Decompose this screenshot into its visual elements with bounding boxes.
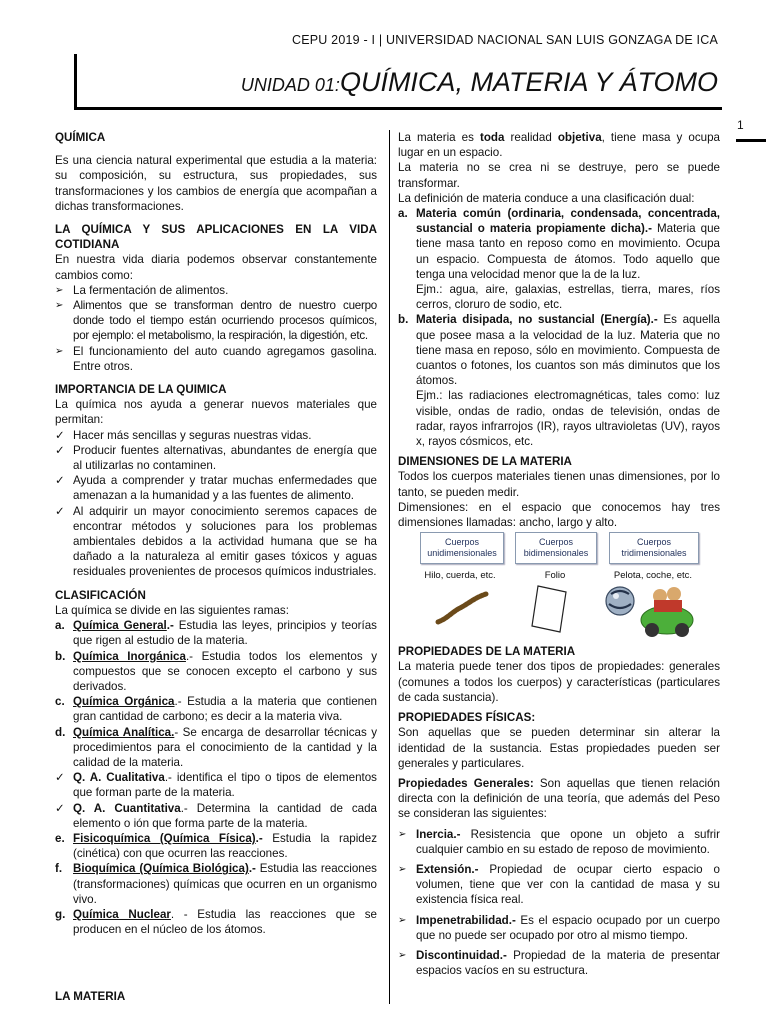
arrow-bullet-icon: ➢: [55, 284, 64, 296]
heading-propiedades: PROPIEDADES DE LA MATERIA: [398, 645, 576, 659]
dim-caption-bi: Folio: [544, 570, 566, 582]
check-icon: ✓: [55, 443, 65, 457]
dim-box-tri: Cuerpos tridimensionales: [609, 532, 699, 564]
check-icon: ✓: [55, 801, 65, 815]
list-item: ➢ Inercia.- Resistencia que opone un objeto a sufrir cualquier cambio en su estado de reposo de movimiento.: [398, 827, 720, 856]
heading-aplicaciones: LA QUÍMICA Y SUS APLICACIONES EN LA VIDA COTIDIANA: [55, 223, 377, 252]
paragraph-materia-def: La materia es toda realidad objetiva, tiene masa y ocupa lugar en un espacio.: [398, 131, 720, 160]
list-item: b. Química Inorgánica.- Estudia todos los elementos y compuestos que se conocen excepto el carbono y sus derivados.: [55, 649, 377, 693]
heading-propiedades-fisicas: PROPIEDADES FÍSICAS:: [398, 711, 536, 725]
list-item: f. Bioquímica (Química Biológica).- Estudia las reacciones (transformaciones) químicas que ocurren en un organismo vivo.: [55, 862, 377, 906]
right-column: [398, 130, 720, 978]
list-item: ✓ Q. A. Cuantitativa.- Determina la cantidad de cada elemento o ión que forma parte de la materia.: [55, 801, 378, 830]
list-item: ➢ Alimentos que se transforman dentro de nuestro cuerpo donde todo el tiempo están ocurriendo procesos químicos, por ejemplo: el metabolismo, la respiración, la digestión, etc.: [55, 299, 377, 343]
header-rule: [76, 107, 722, 110]
paragraph-materia-conservacion: La materia no se crea ni se destruye, pero se puede transformar.: [398, 161, 720, 190]
paragraph-propiedades: La materia puede tener dos tipos de propiedades: generales (comunes a todos los cuerpos) y características (particulares de cada sustancia).: [398, 660, 720, 704]
list-item: ✓ Al adquirir un mayor conocimiento seremos capaces de encontrar métodos y soluciones para los problemas ambientales debidos a la actividad humana que se ha dañado a la naturaleza al emitir gases tóxicos y aguas residuales provenientes de procesos químicos industriales.: [55, 504, 377, 579]
list-item: d. Química Analítica.- Se encarga de desarrollar técnicas y procedimientos para el conocimiento de la cantidad y la calidad de la materia.: [55, 725, 377, 769]
arrow-bullet-icon: ➢: [398, 949, 407, 961]
paragraph-propiedades-fisicas: Son aquellas que se pueden determinar sin alterar la identidad de la sustancia. Estas propiedades pueden ser generales y particulares.: [398, 726, 720, 770]
heading-la-materia: LA MATERIA: [55, 990, 126, 1003]
heading-clasificacion: CLASIFICACIÓN: [55, 588, 146, 602]
paper-sheet-icon: [528, 582, 572, 636]
heading-quimica: QUÍMICA: [55, 131, 106, 144]
dim-box-bi: Cuerpos bidimensionales: [515, 532, 597, 564]
paragraph-dimensiones-1: Todos los cuerpos materiales tienen unas dimensiones, por lo tanto, se pueden medir.: [398, 470, 720, 499]
check-icon: ✓: [55, 771, 65, 785]
title-main: QUÍMICA, MATERIA Y ÁTOMO: [339, 67, 718, 97]
paragraph-propiedades-generales: Propiedades Generales: Son aquellas que tienen relación directa con la definición de una teoría, que además del Peso se consideran las siguientes:: [398, 776, 720, 821]
arrow-bullet-icon: ➢: [55, 300, 64, 312]
title-unit: UNIDAD 01:: [240, 75, 340, 95]
heading-dimensiones: DIMENSIONES DE LA MATERIA: [398, 455, 572, 469]
car-icon: [638, 580, 696, 642]
column-separator: [389, 130, 390, 1004]
ball-icon: [603, 584, 637, 618]
arrow-bullet-icon: ➢: [398, 863, 407, 875]
dim-box-uni: Cuerpos unidimensionales: [420, 532, 504, 564]
paragraph-importancia-intro: La química nos ayuda a generar nuevos materiales que permitan:: [55, 398, 377, 427]
page-number-dash: [736, 139, 766, 142]
list-item: ➢ Discontinuidad.- Propiedad de la materia de presentar espacios vacíos en su estructura.: [398, 948, 720, 978]
dim-caption-tri: Pelota, coche, etc.: [613, 570, 693, 582]
rope-icon: [434, 588, 494, 628]
dim-caption-uni: Hilo, cuerda, etc.: [424, 570, 496, 582]
paragraph-clasificacion-intro: La química se divide en las siguientes ramas:: [55, 603, 289, 617]
list-item: b. Materia disipada, no sustancial (Energía).- Es aquella que posee masa a la velocidad de la luz. Materia que no tiene masa en reposo, sólo en movimiento. Compuesta de cuantos o fotones, los cuantos son más diminutos que los átomos. Ejm.: las radiaciones electromagnéticas, tales como: luz visible, ondas de radio, ondas de televisión, ondas de radar, rayos infrarrojos (IR), rayos ultravioletas (UV), rayos x, rayos cósmicos, etc.: [398, 313, 720, 449]
list-item: c. Química Orgánica.- Estudia a la materia que contienen gran cantidad de carbono; es decir a la materia viva.: [55, 695, 377, 724]
check-icon: ✓: [55, 474, 65, 488]
list-item: ✓ Q. A. Cualitativa.- identifica el tipo o tipos de elementos que forman parte de la materia.: [55, 771, 377, 800]
list-item: ✓ Ayuda a comprender y tratar muchas enfermedades que amenazan a la humanidad y a las fuentes de alimento.: [55, 474, 377, 503]
list-item: ✓ Hacer más sencillas y seguras nuestras vidas.: [55, 428, 312, 442]
list-item: a. Materia común (ordinaria, condensada, concentrada, sustancial o materia propiamente dicha).- Materia que tiene masa tanto en reposo como en movimiento. Ocupa un espacio. Compuesta de átomos. Todo aquello que tenga una velocidad menor que la de la luz. Ejm.: agua, aire, galaxias, estrellas, tierra, mares, ríos cerros, cloruro de sodio, etc.: [398, 207, 720, 312]
check-icon: ✓: [55, 428, 65, 442]
paragraph-aplicaciones-intro: En nuestra vida diaria podemos observar constantemente cambios como:: [55, 253, 377, 282]
arrow-bullet-icon: ➢: [398, 828, 407, 840]
page-title: [241, 67, 718, 98]
paragraph-materia-clasificacion: La definición de materia conduce a una clasificación dual:: [398, 191, 695, 205]
dimensions-figure: [398, 532, 720, 644]
list-item: ➢ El funcionamiento del auto cuando agregamos gasolina. Entre otros.: [55, 344, 377, 373]
list-item: ✓ Producir fuentes alternativas, abundantes de energía que al utilizarlas no contaminen.: [55, 443, 377, 473]
list-item: g. Química Nuclear. - Estudia las reacciones que se producen en el núcleo de los átomos.: [55, 907, 377, 937]
page-number: 1: [737, 118, 744, 132]
paragraph-quimica-def: Es una ciencia natural experimental que estudia a la materia: su composición, su estructura, sus propiedades, sus transformaciones y los cambios de energía que acompañan a dichas transformaciones.: [55, 154, 377, 213]
arrow-bullet-icon: ➢: [55, 345, 64, 357]
paragraph-dimensiones-2: Dimensiones: en el espacio que conocemos hay tres dimensiones llamadas: ancho, largo y alto.: [398, 500, 720, 530]
arrow-bullet-icon: ➢: [398, 914, 407, 926]
check-icon: ✓: [55, 504, 65, 518]
left-column: [55, 130, 377, 937]
header-vertical-bar: [74, 54, 77, 110]
list-item: ➢ Extensión.- Propiedad de ocupar cierto espacio o volumen, tiene que ver con la cantidad de masa y su existencia física real.: [398, 862, 720, 907]
heading-importancia: IMPORTANCIA DE LA QUIMICA: [55, 383, 227, 397]
header-top-line: CEPU 2019 - I | UNIVERSIDAD NACIONAL SAN LUIS GONZAGA DE ICA: [291, 33, 718, 47]
list-item: ➢ Impenetrabilidad.- Es el espacio ocupado por un cuerpo que no puede ser ocupado por otro al mismo tiempo.: [398, 913, 720, 942]
list-item: ➢ La fermentación de alimentos.: [55, 283, 229, 297]
list-item: a. Química General.- Estudia las leyes, principios y teorías que rigen al estudio de la materia.: [55, 619, 377, 648]
list-item: e. Fisicoquímica (Química Física).- Estudia la rapidez (cinética) con que ocurren las reacciones.: [55, 831, 378, 861]
